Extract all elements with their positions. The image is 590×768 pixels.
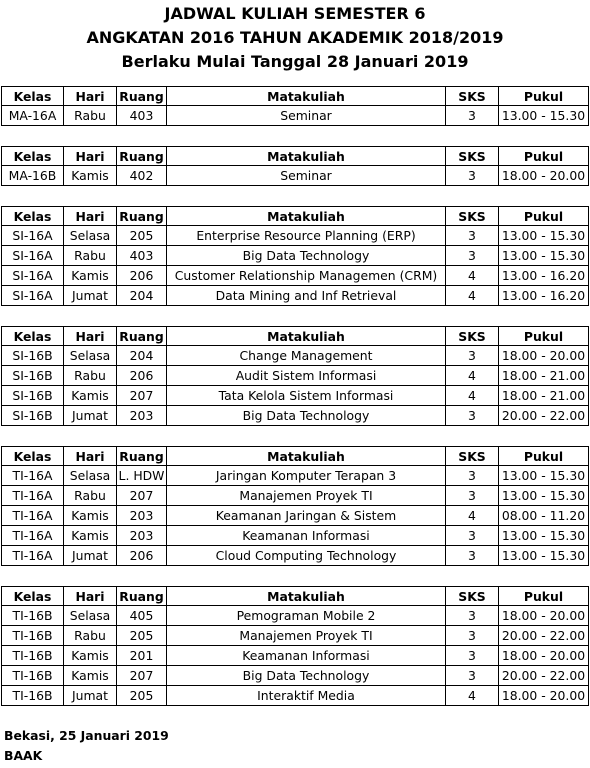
header-sks: SKS — [445, 326, 498, 346]
table-header-row — [0, 206, 590, 226]
cell-kelas: TI-16B — [1, 666, 63, 686]
cell-matakuliah: Big Data Technology — [166, 246, 445, 266]
cell-ruang: 206 — [116, 266, 166, 286]
cell-hari: Kamis — [63, 526, 116, 546]
table-header-row — [0, 586, 590, 606]
cell-kelas: SI-16A — [1, 266, 63, 286]
cell-hari: Jumat — [63, 406, 116, 426]
cell-ruang: 403 — [116, 106, 166, 126]
cell-matakuliah: Keamanan Informasi — [166, 646, 445, 666]
cell-hari: Selasa — [63, 606, 116, 626]
cell-ruang: 204 — [116, 286, 166, 306]
cell-sks: 3 — [445, 526, 498, 546]
cell-kelas: SI-16A — [1, 286, 63, 306]
cell-ruang: 402 — [116, 166, 166, 186]
cell-matakuliah: Enterprise Resource Planning (ERP) — [166, 226, 445, 246]
cell-ruang: 405 — [116, 606, 166, 626]
cell-matakuliah: Big Data Technology — [166, 406, 445, 426]
cell-kelas: TI-16B — [1, 646, 63, 666]
cell-kelas: SI-16A — [1, 226, 63, 246]
cell-kelas: SI-16B — [1, 386, 63, 406]
footer-signer: BAAK — [4, 748, 43, 763]
cell-pukul: 13.00 - 15.30 — [498, 106, 589, 126]
cell-ruang: 206 — [116, 546, 166, 566]
header-matakuliah: Matakuliah — [166, 326, 445, 346]
cell-matakuliah: Cloud Computing Technology — [166, 546, 445, 566]
header-kelas: Kelas — [1, 206, 63, 226]
header-pukul: Pukul — [498, 86, 589, 106]
cell-pukul: 20.00 - 22.00 — [498, 666, 589, 686]
cell-kelas: TI-16A — [1, 546, 63, 566]
cell-sks: 4 — [445, 366, 498, 386]
table-row — [0, 226, 590, 246]
cell-hari: Kamis — [63, 646, 116, 666]
table-row — [0, 166, 590, 186]
cell-sks: 4 — [445, 286, 498, 306]
cell-sks: 4 — [445, 686, 498, 706]
block-spacer — [0, 306, 590, 326]
cell-matakuliah: Seminar — [166, 106, 445, 126]
cell-hari: Kamis — [63, 266, 116, 286]
cell-matakuliah: Manajemen Proyek TI — [166, 486, 445, 506]
table-row — [0, 386, 590, 406]
cell-pukul: 13.00 - 15.30 — [498, 226, 589, 246]
cell-hari: Jumat — [63, 546, 116, 566]
cell-ruang: 205 — [116, 626, 166, 646]
block-spacer — [0, 706, 590, 726]
header-hari: Hari — [63, 86, 116, 106]
cell-hari: Kamis — [63, 666, 116, 686]
cell-kelas: SI-16B — [1, 346, 63, 366]
cell-matakuliah: Manajemen Proyek TI — [166, 626, 445, 646]
table-header-row — [0, 146, 590, 166]
cell-kelas: TI-16B — [1, 686, 63, 706]
block-spacer — [0, 186, 590, 206]
header-sks: SKS — [445, 446, 498, 466]
table-row — [0, 646, 590, 666]
table-row — [0, 686, 590, 706]
document-subtitle: ANGKATAN 2016 TAHUN AKADEMIK 2018/2019 — [86, 28, 504, 47]
header-kelas: Kelas — [1, 586, 63, 606]
cell-pukul: 13.00 - 16.20 — [498, 286, 589, 306]
header-hari: Hari — [63, 586, 116, 606]
cell-pukul: 13.00 - 15.30 — [498, 546, 589, 566]
table-row — [0, 486, 590, 506]
block-spacer — [0, 426, 590, 446]
header-ruang: Ruang — [116, 86, 166, 106]
table-row — [0, 266, 590, 286]
cell-ruang: 203 — [116, 506, 166, 526]
cell-ruang: 207 — [116, 486, 166, 506]
cell-matakuliah: Keamanan Informasi — [166, 526, 445, 546]
cell-kelas: SI-16A — [1, 246, 63, 266]
cell-sks: 3 — [445, 106, 498, 126]
cell-hari: Rabu — [63, 246, 116, 266]
table-row — [0, 246, 590, 266]
header-sks: SKS — [445, 146, 498, 166]
header-pukul: Pukul — [498, 146, 589, 166]
cell-sks: 3 — [445, 346, 498, 366]
cell-pukul: 20.00 - 22.00 — [498, 406, 589, 426]
header-pukul: Pukul — [498, 586, 589, 606]
cell-hari: Jumat — [63, 686, 116, 706]
header-hari: Hari — [63, 326, 116, 346]
cell-sks: 3 — [445, 226, 498, 246]
header-hari: Hari — [63, 446, 116, 466]
cell-matakuliah: Interaktif Media — [166, 686, 445, 706]
cell-ruang: L. HDW — [116, 466, 166, 486]
cell-pukul: 13.00 - 15.30 — [498, 466, 589, 486]
cell-ruang: 203 — [116, 526, 166, 546]
cell-pukul: 20.00 - 22.00 — [498, 626, 589, 646]
header-sks: SKS — [445, 206, 498, 226]
cell-sks: 3 — [445, 486, 498, 506]
header-matakuliah: Matakuliah — [166, 586, 445, 606]
cell-pukul: 18.00 - 20.00 — [498, 646, 589, 666]
cell-sks: 4 — [445, 506, 498, 526]
header-kelas: Kelas — [1, 326, 63, 346]
cell-matakuliah: Big Data Technology — [166, 666, 445, 686]
table-row — [0, 286, 590, 306]
header-matakuliah: Matakuliah — [166, 446, 445, 466]
cell-ruang: 206 — [116, 366, 166, 386]
header-matakuliah: Matakuliah — [166, 206, 445, 226]
table-header-row — [0, 86, 590, 106]
cell-sks: 3 — [445, 646, 498, 666]
cell-pukul: 13.00 - 15.30 — [498, 486, 589, 506]
cell-ruang: 207 — [116, 666, 166, 686]
cell-kelas: TI-16B — [1, 626, 63, 646]
block-spacer — [0, 566, 590, 586]
cell-kelas: MA-16A — [1, 106, 63, 126]
cell-kelas: TI-16A — [1, 526, 63, 546]
schedule-table — [0, 86, 590, 726]
cell-kelas: MA-16B — [1, 166, 63, 186]
cell-hari: Jumat — [63, 286, 116, 306]
cell-ruang: 205 — [116, 686, 166, 706]
cell-kelas: TI-16A — [1, 486, 63, 506]
header-kelas: Kelas — [1, 86, 63, 106]
cell-matakuliah: Data Mining and Inf Retrieval — [166, 286, 445, 306]
cell-hari: Selasa — [63, 346, 116, 366]
header-kelas: Kelas — [1, 446, 63, 466]
effective-date: Berlaku Mulai Tanggal 28 Januari 2019 — [121, 52, 469, 71]
cell-pukul: 13.00 - 16.20 — [498, 266, 589, 286]
cell-sks: 3 — [445, 606, 498, 626]
header-pukul: Pukul — [498, 206, 589, 226]
header-matakuliah: Matakuliah — [166, 146, 445, 166]
table-row — [0, 366, 590, 386]
footer-place-date: Bekasi, 25 Januari 2019 — [4, 728, 169, 743]
cell-hari: Rabu — [63, 366, 116, 386]
table-row — [0, 626, 590, 646]
cell-ruang: 201 — [116, 646, 166, 666]
cell-pukul: 13.00 - 15.30 — [498, 526, 589, 546]
table-row — [0, 546, 590, 566]
cell-sks: 3 — [445, 626, 498, 646]
cell-matakuliah: Seminar — [166, 166, 445, 186]
table-header-row — [0, 326, 590, 346]
cell-pukul: 18.00 - 20.00 — [498, 686, 589, 706]
table-row — [0, 466, 590, 486]
header-ruang: Ruang — [116, 206, 166, 226]
table-row — [0, 406, 590, 426]
cell-pukul: 18.00 - 21.00 — [498, 386, 589, 406]
table-row — [0, 526, 590, 546]
table-row — [0, 606, 590, 626]
cell-sks: 3 — [445, 166, 498, 186]
cell-sks: 3 — [445, 546, 498, 566]
cell-kelas: TI-16A — [1, 466, 63, 486]
cell-matakuliah: Jaringan Komputer Terapan 3 — [166, 466, 445, 486]
cell-matakuliah: Change Management — [166, 346, 445, 366]
cell-hari: Rabu — [63, 626, 116, 646]
cell-matakuliah: Keamanan Jaringan & Sistem — [166, 506, 445, 526]
cell-sks: 3 — [445, 246, 498, 266]
header-sks: SKS — [445, 86, 498, 106]
cell-pukul: 18.00 - 20.00 — [498, 166, 589, 186]
table-row — [0, 506, 590, 526]
cell-kelas: TI-16B — [1, 606, 63, 626]
cell-pukul: 18.00 - 20.00 — [498, 346, 589, 366]
cell-matakuliah: Tata Kelola Sistem Informasi — [166, 386, 445, 406]
header-ruang: Ruang — [116, 446, 166, 466]
cell-ruang: 403 — [116, 246, 166, 266]
cell-pukul: 18.00 - 21.00 — [498, 366, 589, 386]
cell-sks: 3 — [445, 466, 498, 486]
cell-ruang: 207 — [116, 386, 166, 406]
header-ruang: Ruang — [116, 146, 166, 166]
cell-matakuliah: Audit Sistem Informasi — [166, 366, 445, 386]
cell-sks: 4 — [445, 386, 498, 406]
cell-hari: Rabu — [63, 486, 116, 506]
cell-sks: 3 — [445, 666, 498, 686]
cell-sks: 3 — [445, 406, 498, 426]
block-spacer — [0, 126, 590, 146]
cell-ruang: 205 — [116, 226, 166, 246]
cell-kelas: SI-16B — [1, 406, 63, 426]
cell-matakuliah: Pemograman Mobile 2 — [166, 606, 445, 626]
header-hari: Hari — [63, 206, 116, 226]
cell-pukul: 08.00 - 11.20 — [498, 506, 589, 526]
header-pukul: Pukul — [498, 326, 589, 346]
header-kelas: Kelas — [1, 146, 63, 166]
cell-pukul: 18.00 - 20.00 — [498, 606, 589, 626]
document-title: JADWAL KULIAH SEMESTER 6 — [164, 4, 426, 23]
cell-hari: Rabu — [63, 106, 116, 126]
header-sks: SKS — [445, 586, 498, 606]
cell-hari: Selasa — [63, 466, 116, 486]
header-ruang: Ruang — [116, 586, 166, 606]
cell-hari: Kamis — [63, 386, 116, 406]
cell-pukul: 13.00 - 15.30 — [498, 246, 589, 266]
cell-kelas: SI-16B — [1, 366, 63, 386]
cell-ruang: 203 — [116, 406, 166, 426]
table-row — [0, 106, 590, 126]
table-header-row — [0, 446, 590, 466]
table-row — [0, 666, 590, 686]
cell-hari: Kamis — [63, 166, 116, 186]
cell-hari: Kamis — [63, 506, 116, 526]
header-hari: Hari — [63, 146, 116, 166]
header-ruang: Ruang — [116, 326, 166, 346]
table-row — [0, 346, 590, 366]
cell-matakuliah: Customer Relationship Managemen (CRM) — [166, 266, 445, 286]
header-matakuliah: Matakuliah — [166, 86, 445, 106]
cell-kelas: TI-16A — [1, 506, 63, 526]
cell-sks: 4 — [445, 266, 498, 286]
header-pukul: Pukul — [498, 446, 589, 466]
cell-hari: Selasa — [63, 226, 116, 246]
cell-ruang: 204 — [116, 346, 166, 366]
